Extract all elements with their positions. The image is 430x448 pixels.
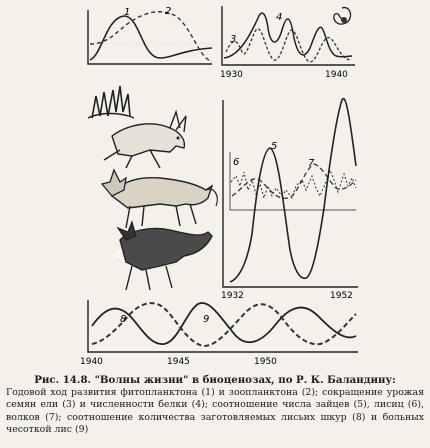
x-tick-1930: 1930	[220, 70, 243, 80]
panel-fox-pelts-frame	[88, 300, 358, 352]
label-curve-6: 6	[233, 157, 240, 168]
panel-fox-pelts	[80, 300, 358, 367]
squirrel-illustration	[334, 8, 351, 24]
curve-mange-foxes	[92, 303, 356, 346]
curve-wolf	[232, 164, 356, 198]
label-curve-4: 4	[276, 12, 283, 23]
panel-predator-prey-inner-axis	[230, 152, 356, 210]
curve-phytoplankton	[90, 16, 212, 60]
label-curve-2: 2	[165, 6, 172, 17]
panel-predator-prey	[221, 99, 358, 301]
panel-squirrel	[220, 6, 355, 80]
x-tick-1932: 1932	[221, 291, 244, 301]
panel-plankton	[88, 6, 212, 64]
label-curve-5: 5	[271, 141, 278, 152]
curve-spruce-seeds	[226, 29, 350, 62]
label-curve-3: 3	[230, 34, 237, 45]
caption-text: Годовой ход развития фитопланктона (1) и зоопланктона (2); сокращение урожая семян ели (3) и численности белки (4); соотношение числа зайцев (5), лисиц (6), волков (7); соотношение количества заготовляемых лисьих шкур (8) и больных чесоткой лис (9)	[6, 387, 424, 435]
x-tick-1952: 1952	[330, 291, 353, 301]
x-tick-1950: 1950	[254, 357, 277, 367]
label-curve-7: 7	[308, 158, 315, 169]
x-tick-1940: 1940	[325, 70, 348, 80]
panel-plankton-frame	[88, 10, 212, 64]
fox-illustration	[102, 170, 217, 228]
curve-fox-pelts	[92, 303, 356, 344]
label-curve-1: 1	[124, 7, 131, 18]
curve-squirrel	[224, 13, 352, 58]
panel-predator-prey-frame	[223, 100, 358, 287]
wolf-illustration	[114, 222, 212, 290]
caption-title: Рис. 14.8. "Волны жизни" в биоценозах, по Р. К. Баландину:	[34, 374, 396, 386]
bush-illustration	[88, 86, 134, 118]
figure-caption	[6, 374, 424, 436]
hare-illustration	[104, 112, 186, 168]
x-tick-1945: 1945	[167, 357, 190, 367]
curve-hare	[230, 99, 356, 282]
label-curve-9: 9	[203, 314, 210, 325]
x-tick-1940b: 1940	[80, 357, 103, 367]
label-curve-8: 8	[120, 314, 127, 325]
